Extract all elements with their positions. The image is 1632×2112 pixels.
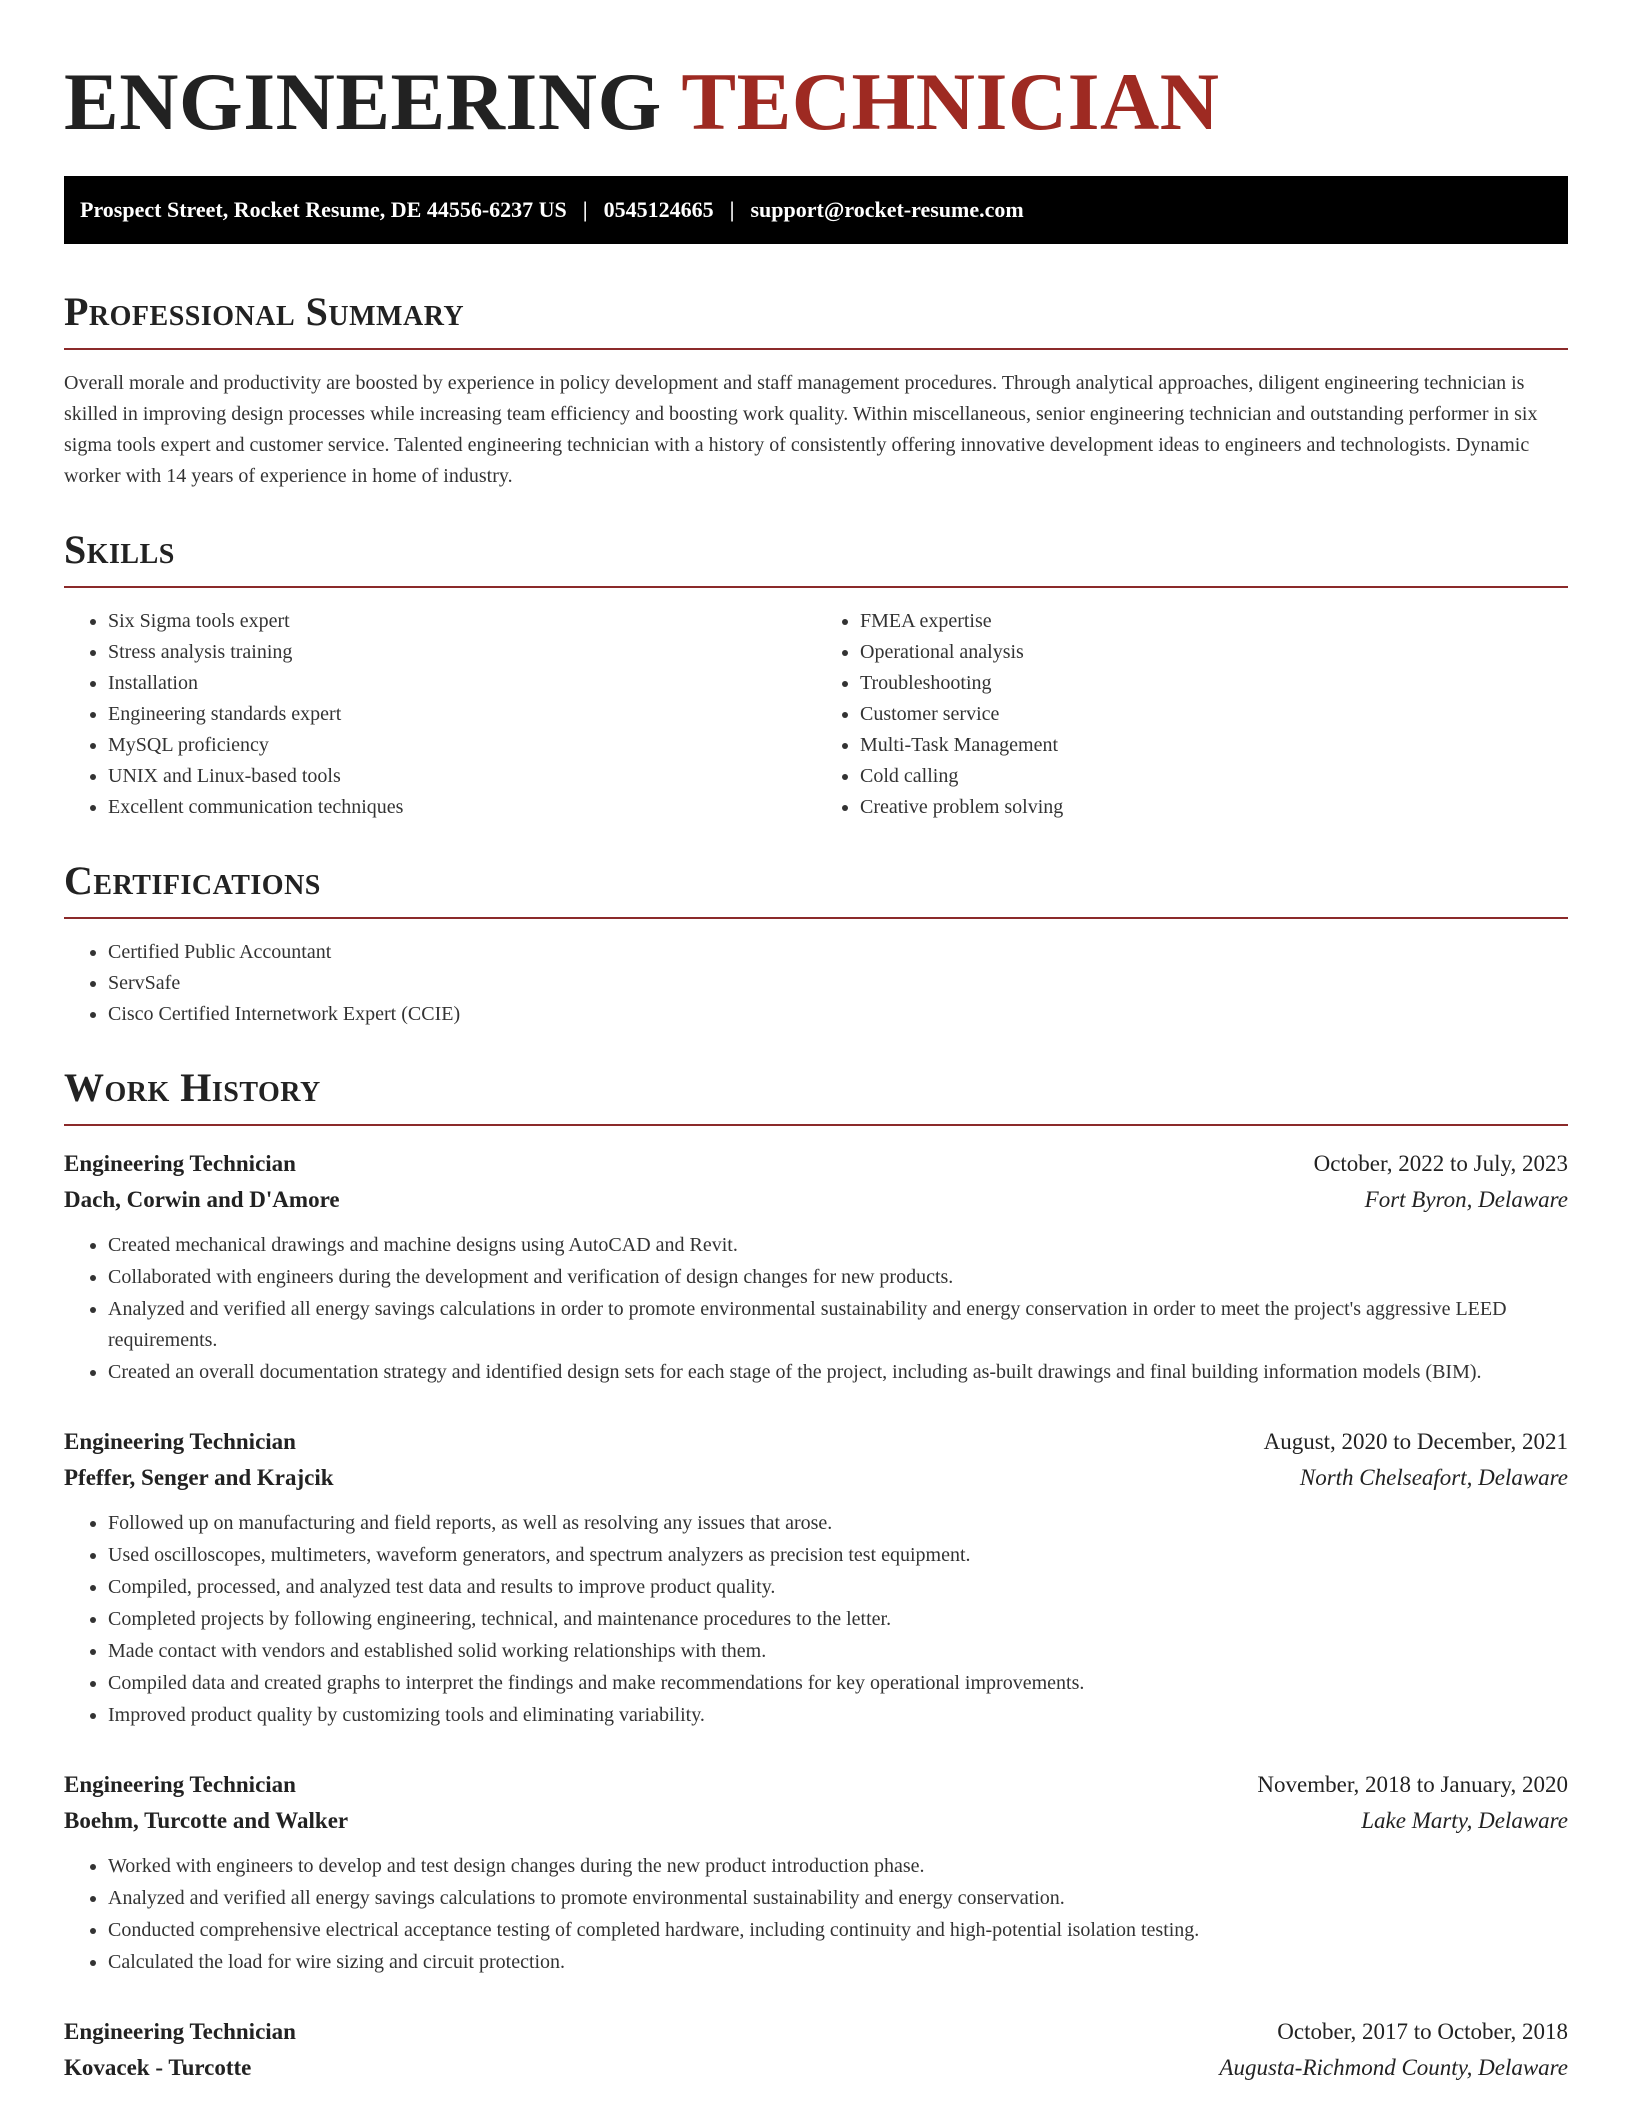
resume-name	[64, 0, 1568, 146]
job-location: North Chelseafort, Delaware	[1299, 1465, 1568, 1490]
certification-item: • Cisco Certified Internetwork Expert (CCIE)	[108, 999, 1568, 1030]
job-dates: August, 2020 to December, 2021	[1263, 1429, 1568, 1454]
job-header-row	[64, 1146, 1568, 1182]
job-bullet: • Followed up on manufacturing and field reports, as well as resolving any issues that arose.	[108, 1508, 1568, 1539]
job-title: Engineering Technician	[64, 2019, 296, 2044]
job-bullet: • Compiled data and created graphs to interpret the findings and make recommendations for key operational improvements.	[108, 1668, 1568, 1699]
job-company: Kovacek - Turcotte	[64, 2055, 252, 2080]
job-bullet: • Improved product quality by customizing tools and eliminating variability.	[108, 1700, 1568, 1731]
skill-item: • Excellent communication techniques	[108, 792, 816, 823]
skill-item: • Installation	[108, 668, 816, 699]
job-title: Engineering Technician	[64, 1151, 296, 1176]
certification-item: • Certified Public Accountant	[108, 937, 1568, 968]
skill-item: • Six Sigma tools expert	[108, 606, 816, 637]
summary-heading: Professional Summary	[64, 288, 1568, 350]
name-first: ENGINEERING	[64, 56, 662, 147]
job-bullets	[64, 1851, 1568, 1978]
job-dates: October, 2017 to October, 2018	[1277, 2019, 1568, 2044]
job-bullet: • Worked with engineers to develop and test design changes during the new product introduction phase.	[108, 1851, 1568, 1882]
skills-list-left	[64, 606, 816, 823]
job-location: Fort Byron, Delaware	[1364, 1187, 1568, 1212]
contact-phone: 0545124665	[603, 197, 714, 222]
skill-item: • MySQL proficiency	[108, 730, 816, 761]
summary-text: Overall morale and productivity are boosted by experience in policy development and staff management procedures. Through analytical approaches, diligent engineering technician is skilled in improving design processes while increasing team efficiency and boosting work quality. Within miscellaneous, senior engineering technician and outstanding performer in six sigma tools expert and customer service. Talented engineering technician with a history of consistently offering innovative development ideas to engineers and technologists. Dynamic worker with 14 years of experience in home of industry.	[64, 372, 1538, 487]
job-company-row	[64, 1460, 1568, 1496]
job-dates: November, 2018 to January, 2020	[1257, 1772, 1568, 1797]
name-last: TECHNICIAN	[681, 56, 1220, 147]
job-bullet: • Compiled, processed, and analyzed test data and results to improve product quality.	[108, 1572, 1568, 1603]
skills-heading: Skills	[64, 526, 1568, 588]
contact-address: Prospect Street, Rocket Resume, DE 44556-6237 US	[80, 197, 567, 222]
job-bullet: • Made contact with vendors and established solid working relationships with them.	[108, 1636, 1568, 1667]
job-bullet: • Analyzed and verified all energy savings calculations in order to promote environmental sustainability and energy conservation in order to meet the project's aggressive LEED requirements.	[108, 1294, 1568, 1356]
job-entry	[64, 1146, 1568, 1388]
job-bullets	[64, 1230, 1568, 1388]
job-location: Augusta-Richmond County, Delaware	[1219, 2055, 1568, 2080]
job-title: Engineering Technician	[64, 1772, 296, 1797]
job-company-row	[64, 2050, 1568, 2086]
skill-item: • Stress analysis training	[108, 637, 816, 668]
job-bullet: • Created an overall documentation strategy and identified design sets for each stage of the project, including as-built drawings and final building information models (BIM).	[108, 1357, 1568, 1388]
job-location: Lake Marty, Delaware	[1361, 1808, 1568, 1833]
contact-separator: |	[582, 197, 588, 222]
skill-item: • FMEA expertise	[860, 606, 1568, 637]
certifications-list	[64, 937, 1568, 1030]
work-history-heading: Work History	[64, 1064, 1568, 1126]
job-bullet: • Completed projects by following engineering, technical, and maintenance procedures to the letter.	[108, 1604, 1568, 1635]
certifications-section	[64, 857, 1568, 1030]
contact-separator: |	[729, 197, 735, 222]
job-title: Engineering Technician	[64, 1429, 296, 1454]
skill-item: • UNIX and Linux-based tools	[108, 761, 816, 792]
job-company-row	[64, 1803, 1568, 1839]
skill-item: • Operational analysis	[860, 637, 1568, 668]
certification-item: • ServSafe	[108, 968, 1568, 999]
work-history-section	[64, 1064, 1568, 2086]
job-entry	[64, 1424, 1568, 1731]
job-dates: October, 2022 to July, 2023	[1313, 1151, 1568, 1176]
job-bullet: • Calculated the load for wire sizing and circuit protection.	[108, 1947, 1568, 1978]
skill-item: • Troubleshooting	[860, 668, 1568, 699]
job-header-row	[64, 1424, 1568, 1460]
job-header-row	[64, 1767, 1568, 1803]
skill-item: • Multi-Task Management	[860, 730, 1568, 761]
contact-email: support@rocket-resume.com	[750, 197, 1024, 222]
skills-list-right	[816, 606, 1568, 823]
job-bullet: • Conducted comprehensive electrical acceptance testing of completed hardware, including continuity and high-potential isolation testing.	[108, 1915, 1568, 1946]
job-bullet: • Created mechanical drawings and machine designs using AutoCAD and Revit.	[108, 1230, 1568, 1261]
certifications-heading: Certifications	[64, 857, 1568, 919]
job-company: Boehm, Turcotte and Walker	[64, 1808, 349, 1833]
skill-item: • Creative problem solving	[860, 792, 1568, 823]
summary-section	[64, 288, 1568, 492]
skill-item: • Customer service	[860, 699, 1568, 730]
skills-section	[64, 526, 1568, 823]
skill-item: • Engineering standards expert	[108, 699, 816, 730]
job-bullet: • Used oscilloscopes, multimeters, waveform generators, and spectrum analyzers as precision test equipment.	[108, 1540, 1568, 1571]
job-company: Dach, Corwin and D'Amore	[64, 1187, 340, 1212]
skill-item: • Cold calling	[860, 761, 1568, 792]
job-bullets	[64, 1508, 1568, 1731]
job-header-row	[64, 2014, 1568, 2050]
skills-grid	[64, 606, 1568, 823]
job-company-row	[64, 1182, 1568, 1218]
job-bullet: • Analyzed and verified all energy savings calculations to promote environmental sustainability and energy conservation.	[108, 1883, 1568, 1914]
job-entry	[64, 2014, 1568, 2086]
job-entry	[64, 1767, 1568, 1978]
job-company: Pfeffer, Senger and Krajcik	[64, 1465, 334, 1490]
contact-bar	[64, 176, 1568, 244]
job-bullet: • Collaborated with engineers during the development and verification of design changes for new products.	[108, 1262, 1568, 1293]
